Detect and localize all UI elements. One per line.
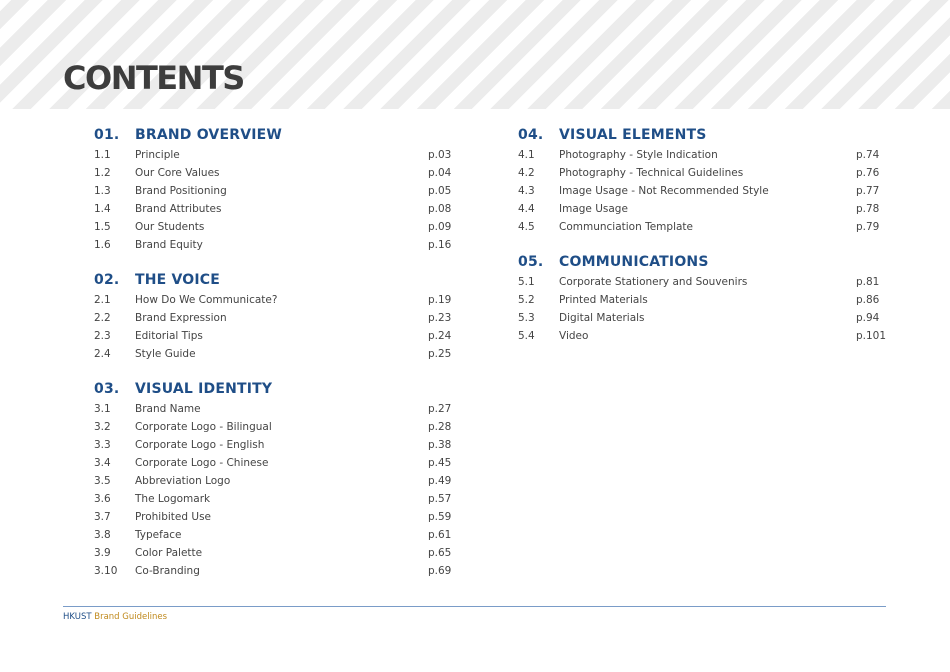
toc-entry[interactable]	[94, 418, 456, 436]
toc-entry[interactable]	[94, 236, 456, 254]
entry-page: p.69	[428, 565, 452, 577]
entry-title: Abbreviation Logo	[135, 475, 231, 487]
entry-title: Corporate Stationery and Souvenirs	[559, 276, 748, 288]
footer-doc-title: Brand Guidelines	[94, 612, 167, 622]
section-title: VISUAL ELEMENTS	[559, 127, 707, 143]
entry-title: Corporate Logo - Chinese	[135, 457, 269, 469]
entry-title: How Do We Communicate?	[135, 294, 278, 306]
entry-number: 1.3	[94, 185, 111, 197]
entry-title: Corporate Logo - English	[135, 439, 265, 451]
entry-title: Our Students	[135, 221, 205, 233]
toc-entry[interactable]	[518, 218, 884, 236]
entry-page: p.77	[856, 185, 880, 197]
footer	[63, 612, 167, 622]
entry-number: 2.4	[94, 348, 111, 360]
entry-page: p.78	[856, 203, 880, 215]
footer-divider	[63, 606, 886, 607]
entry-page: p.27	[428, 403, 452, 415]
entry-number: 3.2	[94, 421, 111, 433]
section-number: 02.	[94, 272, 120, 288]
section-heading[interactable]	[94, 125, 456, 145]
toc-entry[interactable]	[94, 164, 456, 182]
footer-org: HKUST	[63, 612, 92, 622]
entry-page: p.09	[428, 221, 452, 233]
entry-page: p.16	[428, 239, 452, 251]
entry-title: Printed Materials	[559, 294, 648, 306]
entry-number: 4.1	[518, 149, 535, 161]
entry-page: p.79	[856, 221, 880, 233]
entry-number: 4.2	[518, 167, 535, 179]
entry-page: p.25	[428, 348, 452, 360]
section-title: VISUAL IDENTITY	[135, 381, 273, 397]
entry-page: p.74	[856, 149, 880, 161]
entry-title: Image Usage - Not Recommended Style	[559, 185, 769, 197]
entry-number: 2.1	[94, 294, 111, 306]
entry-title: Video	[559, 330, 589, 342]
entry-number: 3.9	[94, 547, 111, 559]
entry-page: p.38	[428, 439, 452, 451]
toc-entry[interactable]	[94, 454, 456, 472]
toc-entry[interactable]	[518, 327, 887, 345]
entry-number: 3.5	[94, 475, 111, 487]
entry-number: 2.3	[94, 330, 111, 342]
entry-page: p.04	[428, 167, 452, 179]
toc-section	[94, 125, 456, 254]
entry-title: The Logomark	[135, 493, 211, 505]
entry-number: 4.4	[518, 203, 535, 215]
section-heading[interactable]	[518, 125, 884, 145]
entry-page: p.59	[428, 511, 452, 523]
entry-number: 5.1	[518, 276, 535, 288]
entry-page: p.61	[428, 529, 452, 541]
entry-page: p.05	[428, 185, 452, 197]
toc-entry[interactable]	[94, 472, 456, 490]
entry-number: 3.6	[94, 493, 111, 505]
entry-number: 3.8	[94, 529, 111, 541]
toc-entry[interactable]	[94, 544, 456, 562]
entry-number: 3.4	[94, 457, 111, 469]
toc-entry[interactable]	[94, 200, 456, 218]
page-title: CONTENTS	[63, 59, 244, 97]
entry-number: 3.7	[94, 511, 111, 523]
section-title: THE VOICE	[135, 272, 221, 288]
entry-page: p.76	[856, 167, 880, 179]
toc-entry[interactable]	[518, 273, 884, 291]
toc-entry[interactable]	[94, 182, 456, 200]
entry-title: Corporate Logo - Bilingual	[135, 421, 272, 433]
section-title: BRAND OVERVIEW	[135, 127, 283, 143]
contents-column-left	[94, 125, 456, 596]
entry-number: 4.3	[518, 185, 535, 197]
entry-title: Communciation Template	[559, 221, 694, 233]
section-heading[interactable]	[94, 270, 456, 290]
entry-page: p.45	[428, 457, 452, 469]
entry-number: 1.5	[94, 221, 111, 233]
toc-entry[interactable]	[518, 146, 884, 164]
toc-entry[interactable]	[518, 182, 884, 200]
entry-title: Brand Expression	[135, 312, 227, 324]
entry-title: Typeface	[135, 529, 182, 541]
toc-entry[interactable]	[94, 146, 456, 164]
entry-number: 3.3	[94, 439, 111, 451]
toc-entry[interactable]	[94, 436, 456, 454]
toc-entry[interactable]	[94, 526, 456, 544]
entry-page: p.24	[428, 330, 452, 342]
entry-title: Brand Equity	[135, 239, 203, 251]
entry-page: p.28	[428, 421, 452, 433]
toc-entry[interactable]	[94, 508, 456, 526]
entry-title: Digital Materials	[559, 312, 645, 324]
entry-title: Editorial Tips	[135, 330, 203, 342]
toc-entry[interactable]	[94, 490, 456, 508]
entry-page: p.23	[428, 312, 452, 324]
toc-entry[interactable]	[518, 291, 884, 309]
entry-page: p.101	[856, 330, 887, 342]
entry-number: 1.6	[94, 239, 111, 251]
entry-number: 5.4	[518, 330, 535, 342]
entry-title: Photography - Technical Guidelines	[559, 167, 744, 179]
entry-number: 3.1	[94, 403, 111, 415]
toc-entry[interactable]	[518, 164, 884, 182]
toc-entry[interactable]	[94, 218, 456, 236]
toc-entry[interactable]	[94, 327, 456, 345]
entry-page: p.03	[428, 149, 452, 161]
entry-page: p.08	[428, 203, 452, 215]
entry-title: Our Core Values	[135, 167, 220, 179]
entry-title: Co-Branding	[135, 565, 200, 577]
entry-page: p.49	[428, 475, 452, 487]
entry-title: Image Usage	[559, 203, 628, 215]
entry-number: 1.2	[94, 167, 111, 179]
entry-title: Brand Attributes	[135, 203, 222, 215]
toc-entry[interactable]	[518, 200, 884, 218]
entry-page: p.57	[428, 493, 452, 505]
toc-entry[interactable]	[94, 400, 456, 418]
section-number: 01.	[94, 127, 120, 143]
entry-title: Brand Name	[135, 403, 201, 415]
toc-section	[518, 125, 884, 236]
section-number: 05.	[518, 254, 544, 270]
entry-title: Prohibited Use	[135, 511, 212, 523]
entry-number: 1.1	[94, 149, 111, 161]
entry-title: Principle	[135, 149, 180, 161]
contents-column-right	[518, 125, 887, 361]
entry-page: p.65	[428, 547, 452, 559]
toc-entry[interactable]	[94, 562, 456, 580]
entry-number: 5.2	[518, 294, 535, 306]
section-heading[interactable]	[518, 252, 884, 272]
entry-page: p.19	[428, 294, 452, 306]
toc-section	[94, 270, 456, 363]
entry-number: 5.3	[518, 312, 535, 324]
section-number: 04.	[518, 127, 544, 143]
entry-number: 2.2	[94, 312, 111, 324]
entry-number: 4.5	[518, 221, 535, 233]
entry-page: p.81	[856, 276, 880, 288]
entry-title: Photography - Style Indication	[559, 149, 718, 161]
section-number: 03.	[94, 381, 120, 397]
toc-entry[interactable]	[518, 309, 884, 327]
toc-entry[interactable]	[94, 345, 456, 363]
entry-page: p.94	[856, 312, 880, 324]
section-title: COMMUNICATIONS	[559, 254, 709, 270]
entry-title: Style Guide	[135, 348, 196, 360]
entry-title: Color Palette	[135, 547, 203, 559]
entry-number: 1.4	[94, 203, 111, 215]
section-heading[interactable]	[94, 379, 456, 399]
toc-section	[518, 252, 887, 345]
entry-page: p.86	[856, 294, 880, 306]
entry-number: 3.10	[94, 565, 118, 577]
toc-section	[94, 379, 456, 580]
toc-entry[interactable]	[94, 309, 456, 327]
entry-title: Brand Positioning	[135, 185, 227, 197]
toc-entry[interactable]	[94, 291, 456, 309]
